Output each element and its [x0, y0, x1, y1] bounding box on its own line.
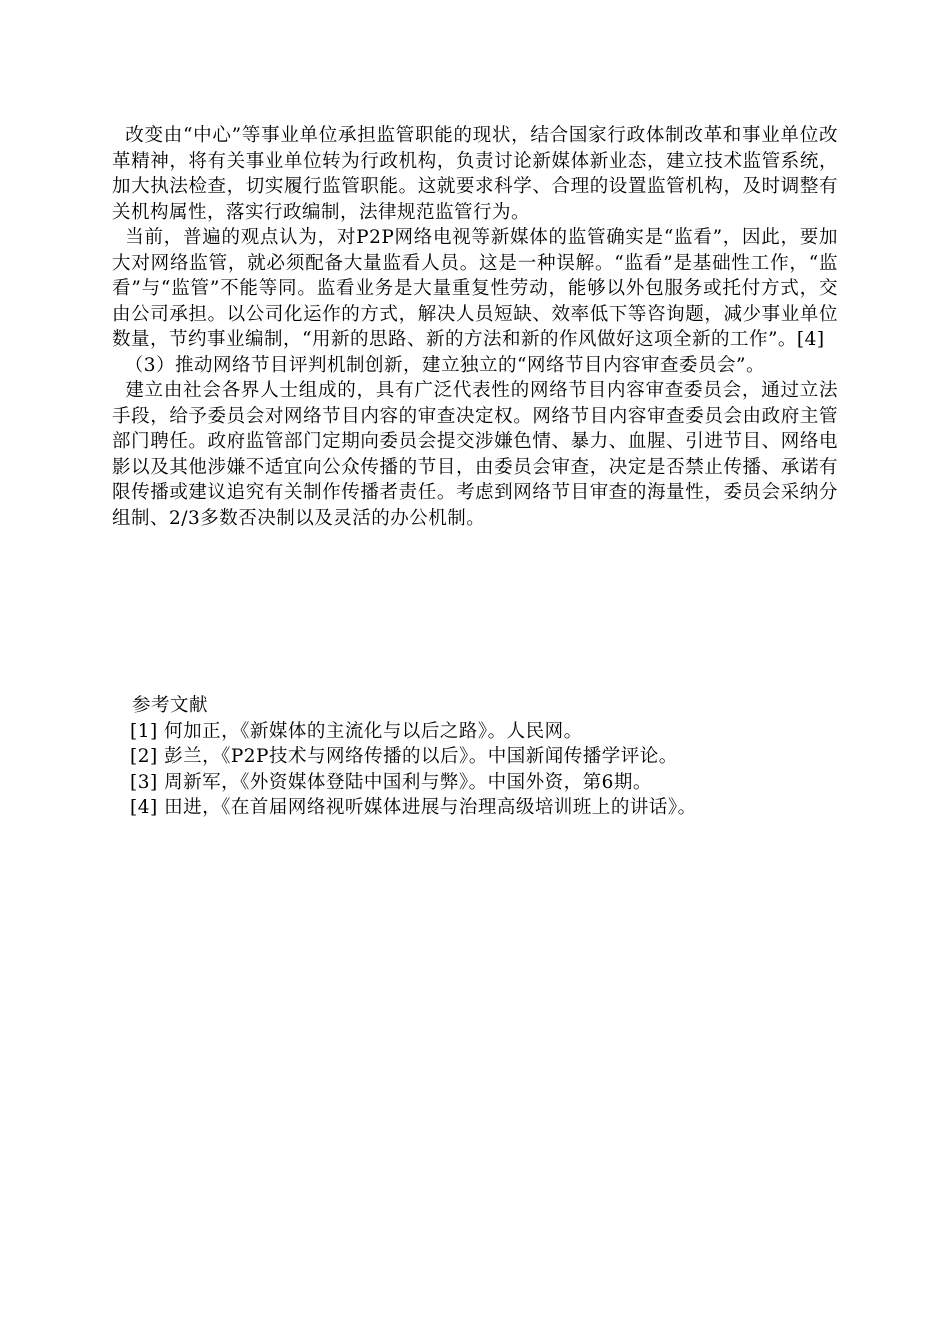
- references-section: [112, 693, 838, 821]
- reference-item: [1] 何加正，《新媒体的主流化与以后之路》。人民网。: [130, 720, 583, 742]
- references-list: [112, 719, 838, 821]
- reference-item: [2] 彭兰，《P2P技术与网络传播的以后》。中国新闻传播学评论。: [130, 746, 678, 767]
- paragraph-review-committee-heading: （3）推动网络节目评判机制创新，建立独立的“网络节目内容审查委员会”。: [112, 354, 765, 376]
- paragraph-regulatory-reform: 改变由“中心”等事业单位承担监管职能的现状，结合国家行政体制改革和事业单位改革精神，将有关事业单位转为行政机构，负责讨论新媒体新业态，建立技术监管系统，加大执法检查，切实履行监管职能。这就要求科学、合理的设置监管机构，及时调整有关机构属性，落实行政编制，法律规范监管行为。: [112, 125, 839, 223]
- reference-item: [3] 周新军，《外资媒体登陆中国利与弊》。中国外资，第6期。: [130, 771, 652, 793]
- reference-item: [4] 田进，《在首届网络视听媒体进展与治理高级培训班上的讲话》。: [130, 797, 697, 818]
- body-text: [112, 123, 838, 531]
- paragraph-review-committee: 建立由社会各界人士组成的，具有广泛代表性的网络节目内容审查委员会，通过立法手段，给予委员会对网络节目内容的审查决定权。网络节目内容审查委员会由政府主管部门聘任。政府监管部门定期向委员会提交涉嫌色情、暴力、血腥、引进节目、网络电影以及其他涉嫌不适宜向公众传播的节目，由委员会审查，决定是否禁止传播、承诺有限传播或建议追究有关制作传播者责任。考虑到网络节目审查的海量性，委员会采纳分组制、2/3多数否决制以及灵活的办公机制。: [112, 380, 838, 529]
- paragraph-monitoring-outsourcing: 当前，普遍的观点认为，对P2P网络电视等新媒体的监管确实是“监看”，因此，要加大对网络监管，就必须配备大量监看人员。这是一种误解。“监看”是基础性工作，“监看”与“监管”不能等同。监看业务是大量重复性劳动，能够以外包服务或托付方式，交由公司承担。以公司化运作的方式，解决人员短缺、效率低下等咨询题，减少事业单位数量，节约事业编制，“用新的思路、新的方法和新的作风做好这项全新的工作”。[4]: [112, 227, 838, 350]
- references-title: 参考文献: [132, 695, 209, 716]
